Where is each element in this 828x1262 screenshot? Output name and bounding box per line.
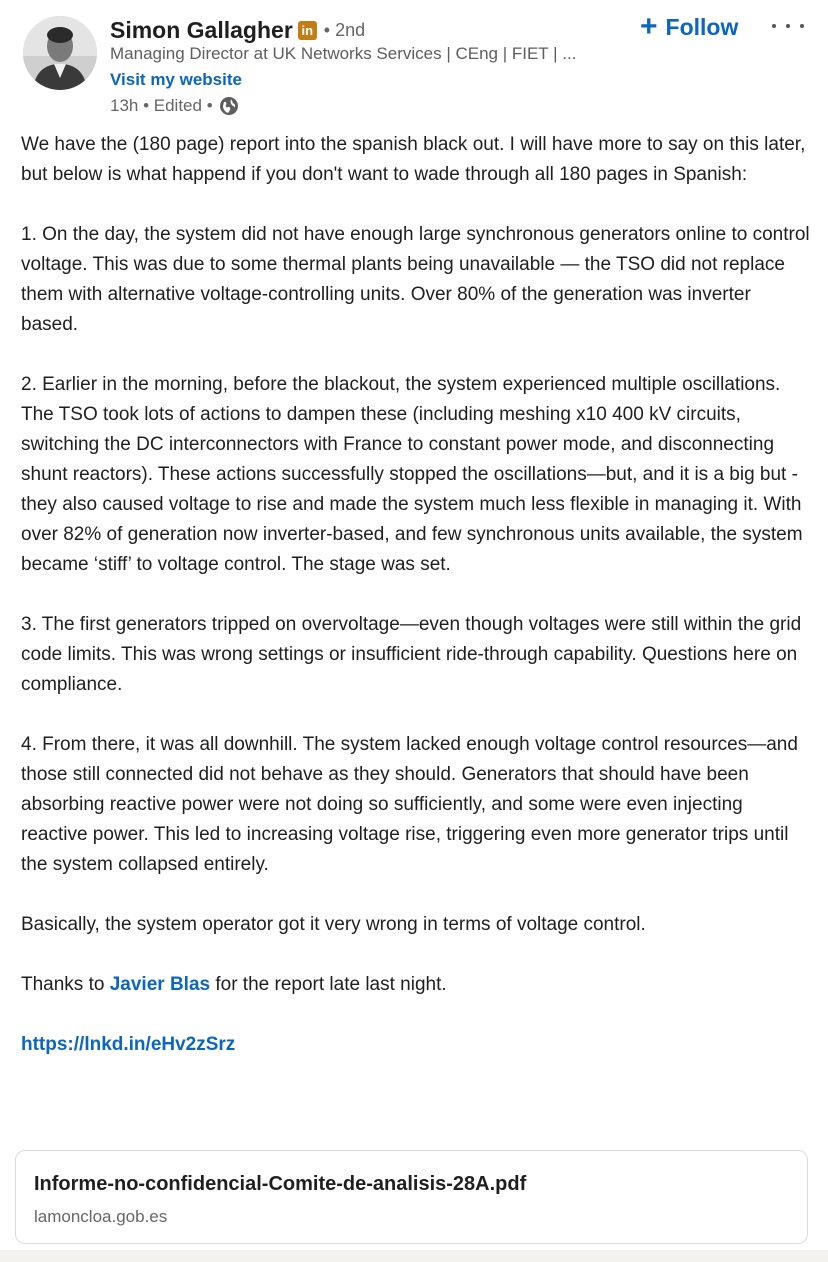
thanks-text-end: for the report late last night. [210,974,447,995]
ellipsis-icon[interactable] [772,16,804,36]
attachment-domain: lamoncloa.gob.es [34,1207,168,1226]
follow-label: Follow [665,13,739,40]
visit-website-link[interactable]: Visit my website [110,70,242,89]
post-paragraph: We have the (180 page) report into the spanish black out. I will have more to say on this later, but below is what happend if you don't want to wade through all 180 pages in Spanish: [21,134,806,185]
ellipsis-dot [786,24,790,28]
connection-degree: • 2nd [323,19,366,40]
mention-link[interactable]: Javier Blas [109,974,211,995]
feed-background [0,1250,828,1262]
post-paragraph: 1. On the day, the system did not have enough large synchronous generators online to control voltage. This was due to some thermal plants being unavailable — the TSO did not replace them with alternative voltage-controlling units. Over 80% of the generation was inverter based. [21,224,810,335]
author-headline: Managing Director at UK Networks Services | CEng | FIET | ... [110,44,577,63]
author-name[interactable]: Simon Gallagher [110,16,293,43]
post-meta [110,95,239,117]
post-paragraph-thanks [21,970,811,1000]
post-paragraph: 4. From there, it was all downhill. The system lacked enough voltage control resources—and those still connected did not behave as they should. Generators that should have been absorbing reactive power were not doing so sufficiently, and some were even injecting reactive power. This led to increasing voltage rise, triggering even more generator trips until the system collapsed entirely. [21,734,798,875]
post-paragraph: Basically, the system operator got it very wrong in terms of voltage control. [21,914,646,935]
globe-icon [219,96,239,116]
ellipsis-dot [800,24,804,28]
post-timestamp: 13h • Edited • [110,96,213,115]
plus-icon: + [640,10,658,43]
post-url-link[interactable]: https://lnkd.in/eHv2zSrz [21,1034,236,1055]
post-body [21,130,811,1060]
avatar[interactable] [23,16,97,90]
author-name-row [110,14,365,46]
ellipsis-dot [772,24,776,28]
follow-button[interactable] [640,10,738,44]
attachment-title: Informe-no-confidencial-Comite-de-analisis-28A.pdf [34,1173,527,1195]
post-paragraph: 3. The first generators tripped on overvoltage—even though voltages were still within the grid code limits. This was wrong settings or insufficient ride-through capability. Questions here on compliance. [21,614,802,695]
person-photo-icon [23,16,97,90]
post-header [0,0,828,125]
attachment-card[interactable] [15,1150,808,1244]
linkedin-premium-icon: in [298,21,317,40]
thanks-text: Thanks to [21,974,110,995]
post-paragraph: 2. Earlier in the morning, before the blackout, the system experienced multiple oscillations. The TSO took lots of actions to dampen these (including meshing x10 400 kV circuits, switching the DC interconnectors with France to constant power mode, and disconnecting shunt reactors). These actions successfully stopped the oscillations—but, and it is a big but - they also caused voltage to rise and made the system much less flexible in managing it. With over 82% of generation now inverter-based, and few synchronous units available, the system became ‘stiff’ to voltage control. The stage was set. [21,374,803,575]
post-link-paragraph [21,1030,811,1060]
